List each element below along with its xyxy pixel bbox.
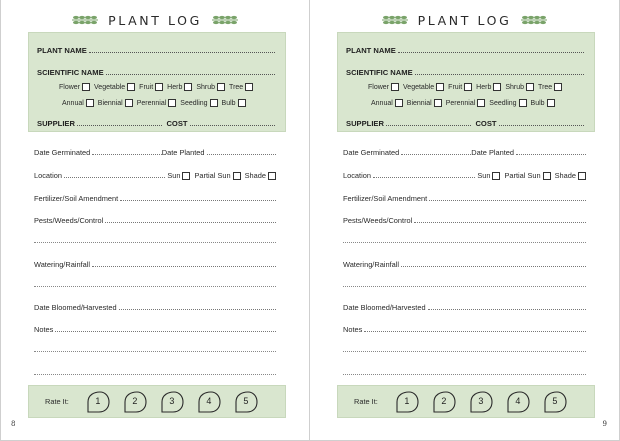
- type-shrub-option[interactable]: [196, 83, 225, 91]
- option-label: Sun: [477, 171, 491, 180]
- plant-name-field[interactable]: [346, 46, 584, 55]
- option-label: Tree: [229, 83, 244, 91]
- type-annual-option[interactable]: [62, 99, 94, 107]
- notes-row: [34, 325, 276, 334]
- notes-row: [343, 325, 586, 334]
- title-row: [1, 10, 309, 30]
- checkbox-icon[interactable]: [493, 83, 501, 91]
- type-annual-option[interactable]: [371, 99, 403, 107]
- light-shade-option[interactable]: [245, 171, 276, 180]
- rating-value: 3: [169, 395, 175, 406]
- watering-row: [343, 260, 586, 269]
- checkbox-icon[interactable]: [127, 83, 135, 91]
- location-label: Location: [343, 171, 371, 180]
- option-label: Flower: [59, 83, 81, 91]
- rating-leaf-1[interactable]: [85, 391, 111, 413]
- blank-line[interactable]: [343, 374, 586, 375]
- option-label: Perennial: [445, 99, 476, 107]
- type-flower-option[interactable]: [368, 83, 399, 91]
- rating-leaf-5[interactable]: [542, 391, 568, 413]
- type-seedling-option[interactable]: [489, 99, 526, 107]
- type-flower-option[interactable]: [59, 83, 90, 91]
- germinated-planted-row: [34, 148, 276, 157]
- checkbox-icon[interactable]: [543, 172, 551, 180]
- rating-value: 4: [515, 395, 521, 406]
- fertilizer-row: [34, 194, 276, 203]
- checkbox-icon[interactable]: [547, 99, 555, 107]
- checkbox-icon[interactable]: [477, 99, 485, 107]
- notes-label: Notes: [34, 325, 54, 334]
- checkbox-icon[interactable]: [519, 99, 527, 107]
- option-label: Herb: [476, 83, 492, 91]
- notes-line[interactable]: [364, 331, 586, 332]
- scientific-name-label: SCIENTIFIC NAME: [346, 68, 413, 77]
- cost-label: COST: [475, 119, 497, 128]
- rating-value: 5: [552, 395, 558, 406]
- option-label: Perennial: [136, 99, 167, 107]
- type-tree-option[interactable]: [229, 83, 253, 91]
- rating-leaf-4[interactable]: [196, 391, 222, 413]
- bloomed-row: [343, 303, 586, 312]
- leaf-sprig-icon: [70, 14, 100, 26]
- option-label: Shade: [554, 171, 576, 180]
- title-row: [310, 10, 619, 30]
- checkbox-icon[interactable]: [238, 99, 246, 107]
- type-seedling-option[interactable]: [180, 99, 217, 107]
- leaf-sprig-icon: [210, 14, 240, 26]
- watering-line[interactable]: [92, 266, 276, 267]
- light-partial-sun-option[interactable]: [194, 171, 240, 180]
- option-label: Bulb: [530, 99, 545, 107]
- option-label: Shrub: [505, 83, 525, 91]
- option-label: Seedling: [180, 99, 208, 107]
- rating-value: 5: [243, 395, 249, 406]
- pests-line[interactable]: [105, 222, 276, 223]
- bloomed-line[interactable]: [119, 309, 276, 310]
- checkbox-icon[interactable]: [554, 83, 562, 91]
- plant-name-label: PLANT NAME: [346, 46, 396, 55]
- type-perennial-option[interactable]: [137, 99, 177, 107]
- plant-type-row: [368, 83, 566, 91]
- page-title: PLANT LOG: [108, 12, 202, 28]
- checkbox-icon[interactable]: [578, 172, 586, 180]
- fertilizer-label: Fertilizer/Soil Amendment: [343, 194, 428, 203]
- checkbox-icon[interactable]: [492, 172, 500, 180]
- type-shrub-option[interactable]: [505, 83, 534, 91]
- plant-lifecycle-row: [62, 99, 250, 107]
- date-planted-line[interactable]: [516, 154, 586, 155]
- rating-value: 2: [132, 395, 138, 406]
- checkbox-icon[interactable]: [155, 83, 163, 91]
- bloomed-row: [34, 303, 276, 312]
- checkbox-icon[interactable]: [217, 83, 225, 91]
- checkbox-icon[interactable]: [268, 172, 276, 180]
- bloomed-label: Date Bloomed/Harvested: [343, 303, 426, 312]
- page-right: [310, 0, 620, 441]
- checkbox-icon[interactable]: [82, 83, 90, 91]
- blank-line[interactable]: [343, 351, 586, 352]
- pests-line[interactable]: [414, 222, 586, 223]
- scientific-name-field[interactable]: [346, 68, 584, 77]
- fill-line: [398, 52, 584, 53]
- plant-lifecycle-row: [371, 99, 559, 107]
- plant-info-panel: [28, 32, 286, 132]
- watering-line[interactable]: [401, 266, 586, 267]
- type-herb-option[interactable]: [167, 83, 192, 91]
- supplier-cost-row: [346, 119, 584, 128]
- fertilizer-row: [343, 194, 586, 203]
- rating-panel: [28, 385, 286, 418]
- fertilizer-label: Fertilizer/Soil Amendment: [34, 194, 119, 203]
- scientific-name-label: SCIENTIFIC NAME: [37, 68, 104, 77]
- plant-type-row: [59, 83, 257, 91]
- light-sun-option[interactable]: [167, 171, 190, 180]
- location-label: Location: [34, 171, 62, 180]
- checkbox-icon[interactable]: [210, 99, 218, 107]
- blank-line[interactable]: [34, 374, 276, 375]
- rate-label: Rate It:: [354, 397, 378, 406]
- type-perennial-option[interactable]: [446, 99, 486, 107]
- type-tree-option[interactable]: [538, 83, 562, 91]
- bloomed-label: Date Bloomed/Harvested: [34, 303, 117, 312]
- supplier-label: SUPPLIER: [37, 119, 75, 128]
- supplier-fill-line[interactable]: [386, 125, 471, 126]
- cost-label: COST: [166, 119, 188, 128]
- page-number: 8: [11, 420, 16, 428]
- notes-label: Notes: [343, 325, 363, 334]
- rating-value: 1: [404, 395, 410, 406]
- pests-row: [343, 216, 586, 225]
- rate-label: Rate It:: [45, 397, 69, 406]
- watering-label: Watering/Rainfall: [343, 260, 399, 269]
- rating-leaf-2[interactable]: [431, 391, 457, 413]
- type-biennial-option[interactable]: [407, 99, 442, 107]
- rating-value: 3: [478, 395, 484, 406]
- checkbox-icon[interactable]: [233, 172, 241, 180]
- leaf-sprig-icon: [519, 14, 549, 26]
- type-bulb-option[interactable]: [222, 99, 246, 107]
- blank-line[interactable]: [343, 242, 586, 243]
- option-label: Vegetable: [403, 83, 435, 91]
- rating-leaf-3[interactable]: [159, 391, 185, 413]
- option-label: Bulb: [221, 99, 236, 107]
- date-germinated-line[interactable]: [401, 154, 471, 155]
- watering-row: [34, 260, 276, 269]
- location-row: [343, 171, 586, 180]
- option-label: Fruit: [448, 83, 463, 91]
- option-label: Biennial: [97, 99, 123, 107]
- option-label: Herb: [167, 83, 183, 91]
- type-vegetable-option[interactable]: [94, 83, 135, 91]
- option-label: Shade: [244, 171, 266, 180]
- blank-line[interactable]: [34, 286, 276, 287]
- date-planted-label: Date Planted: [471, 148, 515, 157]
- fill-line: [89, 52, 275, 53]
- option-label: Flower: [368, 83, 390, 91]
- watering-label: Watering/Rainfall: [34, 260, 90, 269]
- pests-label: Pests/Weeds/Control: [343, 216, 413, 225]
- supplier-cost-row: [37, 119, 275, 128]
- cost-fill-line[interactable]: [499, 125, 584, 126]
- checkbox-icon[interactable]: [395, 99, 403, 107]
- checkbox-icon[interactable]: [86, 99, 94, 107]
- option-label: Biennial: [406, 99, 432, 107]
- checkbox-icon[interactable]: [464, 83, 472, 91]
- supplier-label: SUPPLIER: [346, 119, 384, 128]
- supplier-fill-line[interactable]: [77, 125, 162, 126]
- option-label: Fruit: [139, 83, 154, 91]
- option-label: Sun: [167, 171, 181, 180]
- rating-value: 2: [441, 395, 447, 406]
- checkbox-icon[interactable]: [184, 83, 192, 91]
- rating-leaf-3[interactable]: [468, 391, 494, 413]
- type-fruit-option[interactable]: [448, 83, 472, 91]
- cost-fill-line[interactable]: [190, 125, 275, 126]
- rating-leaf-4[interactable]: [505, 391, 531, 413]
- option-label: Seedling: [489, 99, 517, 107]
- blank-line[interactable]: [34, 351, 276, 352]
- scientific-name-field[interactable]: [37, 68, 275, 77]
- type-fruit-option[interactable]: [139, 83, 163, 91]
- rating-value: 1: [95, 395, 101, 406]
- plant-name-label: PLANT NAME: [37, 46, 87, 55]
- light-shade-option[interactable]: [555, 171, 586, 180]
- checkbox-icon[interactable]: [125, 99, 133, 107]
- germinated-planted-row: [343, 148, 586, 157]
- fertilizer-line[interactable]: [120, 200, 276, 201]
- fill-line: [415, 74, 584, 75]
- checkbox-icon[interactable]: [434, 99, 442, 107]
- option-label: Annual: [62, 99, 84, 107]
- checkbox-icon[interactable]: [245, 83, 253, 91]
- rating-panel: [337, 385, 595, 418]
- date-germinated-label: Date Germinated: [343, 148, 400, 157]
- plant-info-panel: [337, 32, 595, 132]
- option-label: Partial Sun: [504, 171, 541, 180]
- date-germinated-label: Date Germinated: [34, 148, 91, 157]
- blank-line[interactable]: [343, 286, 586, 287]
- option-label: Shrub: [196, 83, 216, 91]
- location-row: [34, 171, 276, 180]
- page-number: 9: [602, 420, 607, 428]
- option-label: Annual: [371, 99, 393, 107]
- leaf-sprig-icon: [380, 14, 410, 26]
- notes-line[interactable]: [55, 331, 276, 332]
- type-vegetable-option[interactable]: [403, 83, 444, 91]
- light-sun-option[interactable]: [477, 171, 500, 180]
- blank-line[interactable]: [34, 242, 276, 243]
- type-herb-option[interactable]: [476, 83, 501, 91]
- type-bulb-option[interactable]: [531, 99, 555, 107]
- page-title: PLANT LOG: [417, 12, 512, 28]
- plant-name-field[interactable]: [37, 46, 275, 55]
- checkbox-icon[interactable]: [168, 99, 176, 107]
- checkbox-icon[interactable]: [182, 172, 190, 180]
- rating-leaf-2[interactable]: [122, 391, 148, 413]
- light-partial-sun-option[interactable]: [504, 171, 550, 180]
- checkbox-icon[interactable]: [391, 83, 399, 91]
- checkbox-icon[interactable]: [436, 83, 444, 91]
- option-label: Tree: [538, 83, 553, 91]
- location-line[interactable]: [373, 177, 475, 178]
- type-biennial-option[interactable]: [98, 99, 133, 107]
- date-planted-label: Date Planted: [161, 148, 205, 157]
- checkbox-icon[interactable]: [526, 83, 534, 91]
- location-line[interactable]: [64, 177, 165, 178]
- pests-label: Pests/Weeds/Control: [34, 216, 104, 225]
- rating-value: 4: [206, 395, 212, 406]
- date-planted-line[interactable]: [207, 154, 277, 155]
- pests-row: [34, 216, 276, 225]
- date-germinated-line[interactable]: [92, 154, 162, 155]
- option-label: Vegetable: [94, 83, 126, 91]
- bloomed-line[interactable]: [428, 309, 586, 310]
- fertilizer-line[interactable]: [429, 200, 586, 201]
- rating-leaf-1[interactable]: [394, 391, 420, 413]
- fill-line: [106, 74, 275, 75]
- rating-leaf-5[interactable]: [233, 391, 259, 413]
- option-label: Partial Sun: [194, 171, 231, 180]
